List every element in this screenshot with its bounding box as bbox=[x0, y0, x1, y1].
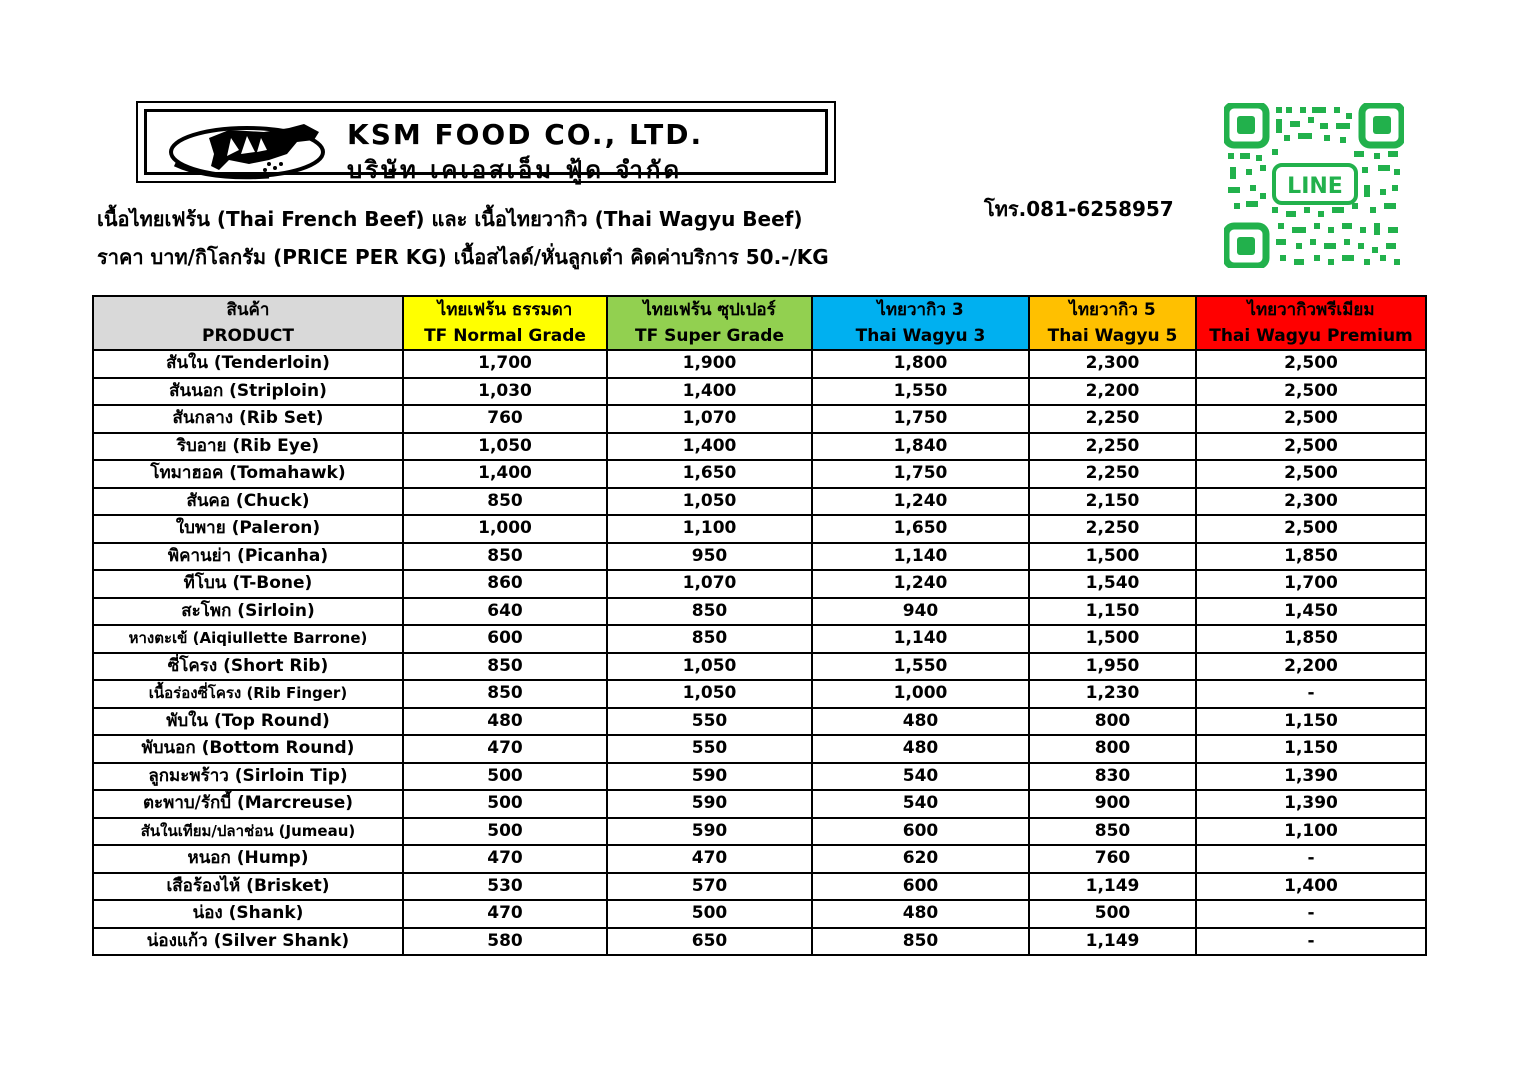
wagyu-premium-price: 1,400 bbox=[1196, 873, 1426, 901]
wagyu-premium-price: 2,500 bbox=[1196, 405, 1426, 433]
tf-normal-price: 760 bbox=[403, 405, 607, 433]
wagyu-premium-price: 1,150 bbox=[1196, 708, 1426, 736]
wagyu-5-price: 800 bbox=[1029, 735, 1196, 763]
tf-super-price: 470 bbox=[607, 845, 812, 873]
tf-normal-price: 1,700 bbox=[403, 350, 607, 378]
product-cell: สะโพก (Sirloin) bbox=[93, 598, 403, 626]
table-row bbox=[93, 735, 1426, 763]
product-cell: สันกลาง (Rib Set) bbox=[93, 405, 403, 433]
header-wagyu-5-en: Thai Wagyu 5 bbox=[1047, 326, 1178, 346]
tf-super-price: 590 bbox=[607, 790, 812, 818]
tf-normal-price: 850 bbox=[403, 488, 607, 516]
wagyu-3-price: 1,650 bbox=[812, 515, 1029, 543]
tf-normal-price: 850 bbox=[403, 680, 607, 708]
wagyu-3-price: 1,550 bbox=[812, 653, 1029, 681]
wagyu-3-price: 940 bbox=[812, 598, 1029, 626]
table-row bbox=[93, 873, 1426, 901]
price-subtitle: ราคา บาท/กิโลกรัม (PRICE PER KG) เนื้อสไลด์/หั่นลูกเต๋า คิดค่าบริการ 50.-/KG bbox=[97, 245, 829, 269]
wagyu-5-price: 1,149 bbox=[1029, 928, 1196, 956]
wagyu-3-price: 480 bbox=[812, 735, 1029, 763]
table-row bbox=[93, 900, 1426, 928]
header-wagyu-premium-th: ไทยวากิวพรีเมียม bbox=[1247, 300, 1375, 320]
wagyu-3-price: 600 bbox=[812, 818, 1029, 846]
product-cell: พิคานย่า (Picanha) bbox=[93, 543, 403, 571]
wagyu-premium-price: 2,500 bbox=[1196, 350, 1426, 378]
wagyu-5-price: 2,250 bbox=[1029, 460, 1196, 488]
table-row bbox=[93, 790, 1426, 818]
tf-normal-price: 850 bbox=[403, 653, 607, 681]
tf-super-price: 500 bbox=[607, 900, 812, 928]
product-cell: น่องแก้ว (Silver Shank) bbox=[93, 928, 403, 956]
wagyu-3-price: 1,240 bbox=[812, 488, 1029, 516]
wagyu-3-price: 1,550 bbox=[812, 378, 1029, 406]
wagyu-premium-price: - bbox=[1196, 845, 1426, 873]
table-row bbox=[93, 845, 1426, 873]
header-tf-normal bbox=[403, 296, 607, 350]
tf-normal-price: 500 bbox=[403, 763, 607, 791]
table-row bbox=[93, 405, 1426, 433]
wagyu-premium-price: 2,500 bbox=[1196, 433, 1426, 461]
tf-super-price: 1,070 bbox=[607, 405, 812, 433]
table-row bbox=[93, 350, 1426, 378]
wagyu-premium-price: 2,300 bbox=[1196, 488, 1426, 516]
wagyu-3-price: 1,140 bbox=[812, 625, 1029, 653]
tf-normal-price: 1,000 bbox=[403, 515, 607, 543]
header-tf-super bbox=[607, 296, 812, 350]
header-tf-super-en: TF Super Grade bbox=[635, 326, 784, 346]
tf-super-price: 650 bbox=[607, 928, 812, 956]
wagyu-3-price: 1,240 bbox=[812, 570, 1029, 598]
table-row bbox=[93, 680, 1426, 708]
tf-normal-price: 640 bbox=[403, 598, 607, 626]
header-wagyu-3 bbox=[812, 296, 1029, 350]
tf-super-price: 1,650 bbox=[607, 460, 812, 488]
bull-logo-icon bbox=[169, 120, 339, 180]
tf-normal-price: 600 bbox=[403, 625, 607, 653]
wagyu-5-price: 500 bbox=[1029, 900, 1196, 928]
header-wagyu-premium-en: Thai Wagyu Premium bbox=[1209, 326, 1413, 346]
tf-super-price: 590 bbox=[607, 818, 812, 846]
header-wagyu-3-th: ไทยวากิว 3 bbox=[877, 300, 964, 320]
header-wagyu-3-en: Thai Wagyu 3 bbox=[855, 326, 986, 346]
wagyu-premium-price: 2,500 bbox=[1196, 515, 1426, 543]
table-header-row bbox=[93, 296, 1426, 350]
table-row bbox=[93, 378, 1426, 406]
wagyu-premium-price: 2,500 bbox=[1196, 460, 1426, 488]
header-product bbox=[93, 296, 403, 350]
tf-normal-price: 500 bbox=[403, 818, 607, 846]
tf-super-price: 550 bbox=[607, 708, 812, 736]
table-row bbox=[93, 543, 1426, 571]
table-row bbox=[93, 570, 1426, 598]
header-product-en: PRODUCT bbox=[202, 326, 294, 346]
company-name-th: บริษัท เคเอสเอ็ม ฟู้ด จำกัด bbox=[347, 156, 683, 184]
wagyu-premium-price: 1,390 bbox=[1196, 790, 1426, 818]
wagyu-premium-price: 1,850 bbox=[1196, 625, 1426, 653]
price-table bbox=[92, 295, 1427, 956]
wagyu-5-price: 2,150 bbox=[1029, 488, 1196, 516]
company-logo-box bbox=[136, 101, 836, 183]
wagyu-3-price: 1,750 bbox=[812, 405, 1029, 433]
wagyu-5-price: 2,250 bbox=[1029, 405, 1196, 433]
wagyu-3-price: 1,800 bbox=[812, 350, 1029, 378]
phone-number: โทร.081-6258957 bbox=[984, 197, 1174, 221]
wagyu-5-price: 760 bbox=[1029, 845, 1196, 873]
wagyu-premium-price: 1,100 bbox=[1196, 818, 1426, 846]
wagyu-3-price: 600 bbox=[812, 873, 1029, 901]
wagyu-5-price: 1,950 bbox=[1029, 653, 1196, 681]
header-tf-normal-th: ไทยเฟร้น ธรรมดา bbox=[437, 300, 573, 320]
product-cell: สันคอ (Chuck) bbox=[93, 488, 403, 516]
header-product-th: สินค้า bbox=[226, 300, 270, 320]
tf-normal-price: 580 bbox=[403, 928, 607, 956]
tf-normal-price: 470 bbox=[403, 735, 607, 763]
product-cell: ใบพาย (Paleron) bbox=[93, 515, 403, 543]
product-cell: ทีโบน (T-Bone) bbox=[93, 570, 403, 598]
wagyu-premium-price: - bbox=[1196, 900, 1426, 928]
product-cell: เนื้อร่องซี่โครง (Rib Finger) bbox=[93, 680, 403, 708]
wagyu-premium-price: 1,390 bbox=[1196, 763, 1426, 791]
product-cell: หนอก (Hump) bbox=[93, 845, 403, 873]
line-qr-code-icon bbox=[1224, 103, 1404, 268]
tf-normal-price: 530 bbox=[403, 873, 607, 901]
product-cell: สันในเทียม/ปลาช่อน (Jumeau) bbox=[93, 818, 403, 846]
product-cell: ซี่โครง (Short Rib) bbox=[93, 653, 403, 681]
table-row bbox=[93, 928, 1426, 956]
tf-normal-price: 480 bbox=[403, 708, 607, 736]
wagyu-3-price: 480 bbox=[812, 900, 1029, 928]
logo-inner-frame bbox=[144, 109, 828, 184]
header-tf-super-th: ไทยเฟร้น ซุปเปอร์ bbox=[643, 300, 776, 320]
tf-super-price: 570 bbox=[607, 873, 812, 901]
wagyu-3-price: 540 bbox=[812, 763, 1029, 791]
product-cell: สันนอก (Striploin) bbox=[93, 378, 403, 406]
wagyu-5-price: 1,500 bbox=[1029, 625, 1196, 653]
table-row bbox=[93, 515, 1426, 543]
product-cell: พับนอก (Bottom Round) bbox=[93, 735, 403, 763]
wagyu-3-price: 1,140 bbox=[812, 543, 1029, 571]
wagyu-3-price: 540 bbox=[812, 790, 1029, 818]
page-title: เนื้อไทยเฟร้น (Thai French Beef) และ เนื้อไทยวากิว (Thai Wagyu Beef) bbox=[97, 207, 803, 231]
tf-normal-price: 470 bbox=[403, 845, 607, 873]
tf-super-price: 1,050 bbox=[607, 680, 812, 708]
product-cell: ตะพาบ/รักบี้ (Marcreuse) bbox=[93, 790, 403, 818]
tf-normal-price: 850 bbox=[403, 543, 607, 571]
tf-normal-price: 1,050 bbox=[403, 433, 607, 461]
header-wagyu-5 bbox=[1029, 296, 1196, 350]
tf-normal-price: 1,030 bbox=[403, 378, 607, 406]
wagyu-premium-price: 2,500 bbox=[1196, 378, 1426, 406]
tf-normal-price: 500 bbox=[403, 790, 607, 818]
tf-super-price: 950 bbox=[607, 543, 812, 571]
wagyu-5-price: 800 bbox=[1029, 708, 1196, 736]
wagyu-5-price: 1,149 bbox=[1029, 873, 1196, 901]
company-name-en: KSM FOOD CO., LTD. bbox=[347, 118, 704, 151]
tf-super-price: 1,070 bbox=[607, 570, 812, 598]
wagyu-premium-price: 1,450 bbox=[1196, 598, 1426, 626]
wagyu-5-price: 2,250 bbox=[1029, 433, 1196, 461]
tf-super-price: 1,050 bbox=[607, 488, 812, 516]
tf-super-price: 1,900 bbox=[607, 350, 812, 378]
qr-line-label: LINE bbox=[1287, 174, 1343, 199]
product-cell: หางตะเข้ (Aiqiullette Barrone) bbox=[93, 625, 403, 653]
wagyu-3-price: 1,750 bbox=[812, 460, 1029, 488]
header-tf-normal-en: TF Normal Grade bbox=[424, 326, 586, 346]
table-row bbox=[93, 708, 1426, 736]
wagyu-5-price: 2,200 bbox=[1029, 378, 1196, 406]
tf-normal-price: 860 bbox=[403, 570, 607, 598]
table-row bbox=[93, 488, 1426, 516]
price-table-body bbox=[93, 350, 1426, 955]
wagyu-premium-price: 1,150 bbox=[1196, 735, 1426, 763]
product-cell: น่อง (Shank) bbox=[93, 900, 403, 928]
wagyu-premium-price: - bbox=[1196, 680, 1426, 708]
table-row bbox=[93, 433, 1426, 461]
wagyu-3-price: 1,840 bbox=[812, 433, 1029, 461]
product-cell: เสือร้องไห้ (Brisket) bbox=[93, 873, 403, 901]
wagyu-5-price: 2,300 bbox=[1029, 350, 1196, 378]
wagyu-premium-price: - bbox=[1196, 928, 1426, 956]
wagyu-premium-price: 1,700 bbox=[1196, 570, 1426, 598]
wagyu-3-price: 850 bbox=[812, 928, 1029, 956]
tf-normal-price: 1,400 bbox=[403, 460, 607, 488]
wagyu-3-price: 1,000 bbox=[812, 680, 1029, 708]
wagyu-premium-price: 1,850 bbox=[1196, 543, 1426, 571]
wagyu-5-price: 1,540 bbox=[1029, 570, 1196, 598]
tf-super-price: 1,050 bbox=[607, 653, 812, 681]
table-row bbox=[93, 460, 1426, 488]
tf-super-price: 1,400 bbox=[607, 433, 812, 461]
wagyu-5-price: 2,250 bbox=[1029, 515, 1196, 543]
wagyu-5-price: 1,230 bbox=[1029, 680, 1196, 708]
wagyu-5-price: 1,150 bbox=[1029, 598, 1196, 626]
wagyu-3-price: 480 bbox=[812, 708, 1029, 736]
header-wagyu-premium bbox=[1196, 296, 1426, 350]
product-cell: ริบอาย (Rib Eye) bbox=[93, 433, 403, 461]
wagyu-3-price: 620 bbox=[812, 845, 1029, 873]
tf-super-price: 1,100 bbox=[607, 515, 812, 543]
product-cell: พับใน (Top Round) bbox=[93, 708, 403, 736]
tf-super-price: 850 bbox=[607, 598, 812, 626]
table-row bbox=[93, 763, 1426, 791]
product-cell: โทมาฮอค (Tomahawk) bbox=[93, 460, 403, 488]
wagyu-5-price: 1,500 bbox=[1029, 543, 1196, 571]
tf-super-price: 590 bbox=[607, 763, 812, 791]
table-row bbox=[93, 653, 1426, 681]
tf-super-price: 550 bbox=[607, 735, 812, 763]
wagyu-5-price: 900 bbox=[1029, 790, 1196, 818]
tf-super-price: 1,400 bbox=[607, 378, 812, 406]
tf-super-price: 850 bbox=[607, 625, 812, 653]
wagyu-5-price: 850 bbox=[1029, 818, 1196, 846]
product-cell: ลูกมะพร้าว (Sirloin Tip) bbox=[93, 763, 403, 791]
wagyu-5-price: 830 bbox=[1029, 763, 1196, 791]
header-wagyu-5-th: ไทยวากิว 5 bbox=[1069, 300, 1156, 320]
table-row bbox=[93, 625, 1426, 653]
table-row bbox=[93, 598, 1426, 626]
product-cell: สันใน (Tenderloin) bbox=[93, 350, 403, 378]
wagyu-premium-price: 2,200 bbox=[1196, 653, 1426, 681]
tf-normal-price: 470 bbox=[403, 900, 607, 928]
table-row bbox=[93, 818, 1426, 846]
